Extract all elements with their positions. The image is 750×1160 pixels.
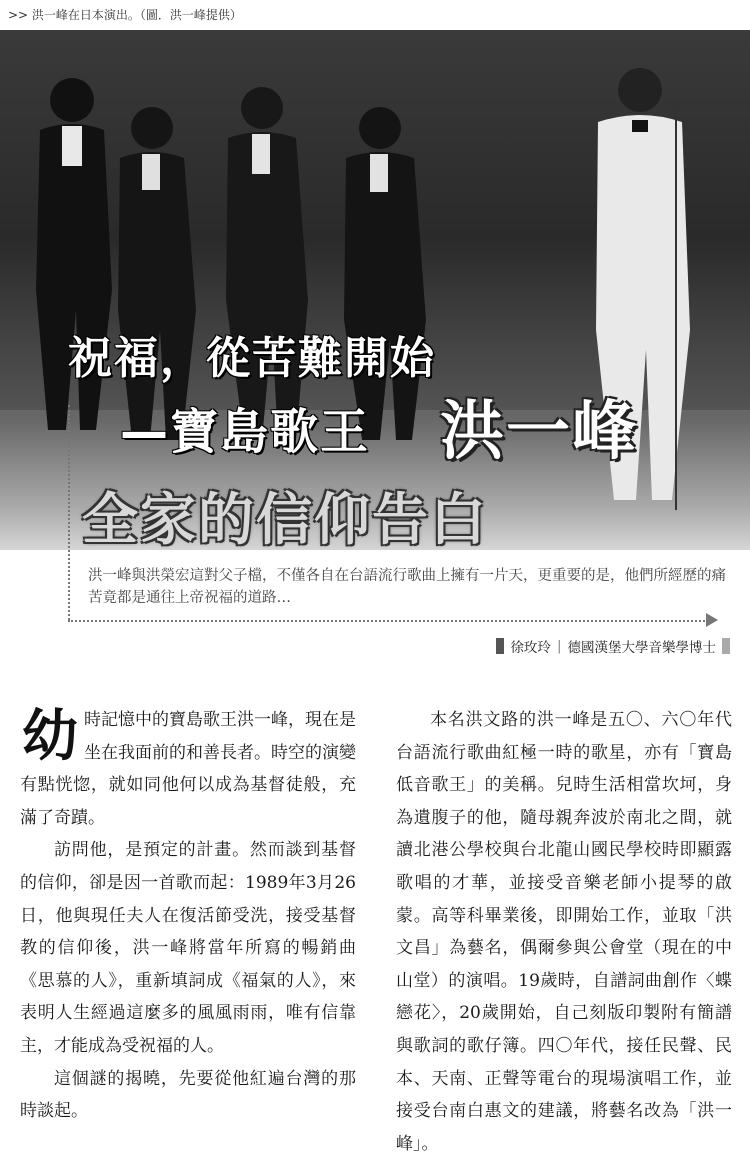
- article-column-right: [396, 704, 732, 1160]
- paragraph-4: 本名洪文路的洪一峰是五〇、六〇年代台語流行歌曲紅極一時的歌星，亦有「寶島低音歌王」的美稱。兒時生活相當坎坷，身為遺腹子的他，隨母親奔波於南北之間，就讀北港公學校與台北龍山國民學校時即顯露歌唱的才華，並接受音樂老師小提琴的啟蒙。高等科畢業後，即開始工作，並取「洪文昌」為藝名，偶爾參與公會堂（現在的中山堂）的演唱。19歲時，自譜詞曲創作〈蝶戀花〉，20歲開始，自己刻版印製附有簡譜與歌詞的歌仔簿。四〇年代，接任民聲、民本、天南、正聲等電台的現場演唱工作，並接受台南白惠文的建議，將藝名改為「洪一峰」。: [396, 710, 732, 1154]
- headline-line-3: 全家的信仰告白: [82, 488, 488, 553]
- drop-cap: 幼: [22, 703, 78, 769]
- byline-author-title: 德國漢堡大學音樂學博士: [567, 640, 716, 656]
- headline-line-1: 祝福，從苦難開始: [68, 333, 436, 384]
- headline-line-2: —寶島歌王: [120, 404, 371, 460]
- paragraph-1: [20, 704, 356, 834]
- article-column-left: [20, 704, 356, 1128]
- photo-caption: >> 洪一峰在日本演出。（圖．洪一峰提供）: [0, 0, 750, 30]
- byline-marker-end-icon: [722, 638, 730, 654]
- paragraph-2: 訪問他，是預定的計畫。然而談到基督的信仰，卻是因一首歌而起：1989年3月26日，他與現任夫人在復活節受洗，接受基督教的信仰後，洪一峰將當年所寫的暢銷曲《思慕的人》，重新填詞成《福氣的人》，來表明人生經過這麼多的風風雨雨，唯有信靠主，才能成為受祝福的人。: [20, 840, 356, 1056]
- byline-author: 徐玫玲: [510, 640, 551, 656]
- byline-marker-icon: [496, 638, 504, 654]
- decorative-dotted-line-vertical: [68, 405, 70, 620]
- intro-paragraph: 洪一峰與洪榮宏這對父子檔，不僅各自在台語流行歌曲上擁有一片天，更重要的是，他們所經歷的痛苦竟都是通往上帝祝福的道路…: [88, 568, 726, 606]
- decorative-dotted-line-horizontal: [68, 620, 708, 622]
- headline: [0, 0, 750, 560]
- byline-separator: |: [556, 638, 562, 654]
- paragraph-1-text: 時記憶中的寶島歌王洪一峰，現在是坐在我面前的和善長者。時空的演變有點恍惚，就如同他何以成為基督徒般，充滿了奇蹟。: [20, 710, 356, 828]
- headline-singer-name: 洪一峰: [440, 395, 638, 469]
- byline: [496, 636, 730, 656]
- paragraph-3: 這個謎的揭曉，先要從他紅遍台灣的那時談起。: [20, 1068, 356, 1122]
- arrow-right-icon: [706, 613, 718, 627]
